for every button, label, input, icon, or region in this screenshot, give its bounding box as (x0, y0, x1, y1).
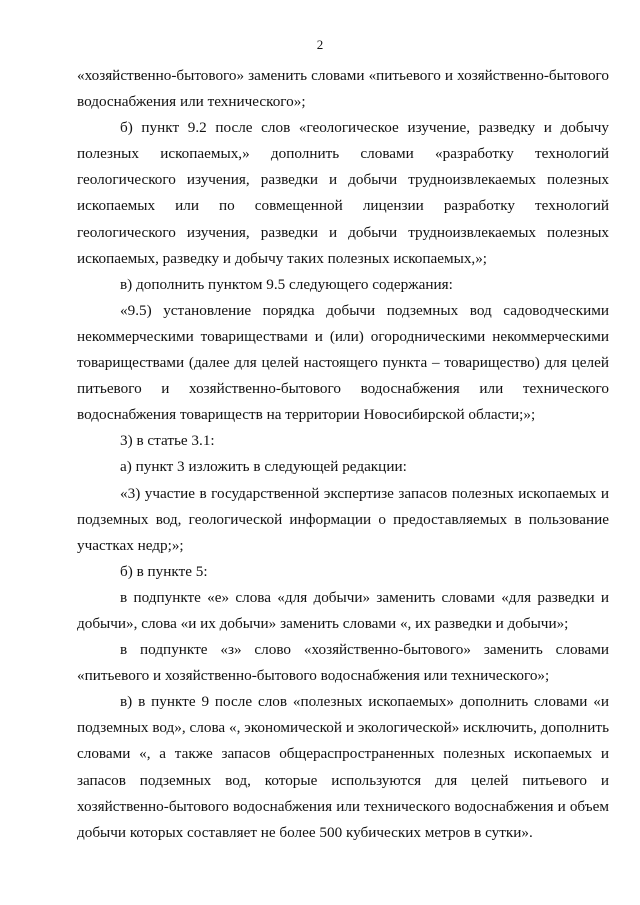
paragraph-11: в) в пункте 9 после слов «полезных ископаемых» дополнить словами «и подземных вод», слова «, экономической и экологической» исключить, дополнить словами «, а также запасов общераспространенных полезных ископаемых и запасов подземных вод, которые используются для целей питьевого и хозяйственно-бытового водоснабжения или технического водоснабжения и объем добычи которых составляет не более 500 кубических метров в сутки». (77, 693, 609, 841)
paragraph-9: в подпункте «е» слова «для добычи» заменить словами «для разведки и добычи», слова «и их добычи» заменить словами «, их разведки и добычи»; (77, 588, 609, 632)
document-body (77, 63, 609, 846)
paragraph-8: б) в пункте 5: (120, 562, 208, 580)
paragraph-7: «3) участие в государственной экспертизе запасов полезных ископаемых и подземных вод, геологической информации о предоставляемых в пользование участках недр;»; (77, 484, 609, 554)
paragraph-6: а) пункт 3 изложить в следующей редакции: (120, 458, 407, 476)
paragraph-1: «хозяйственно-бытового» заменить словами «питьевого и хозяйственно-бытового водоснабжения или технического»; (77, 67, 609, 111)
paragraph-10: в подпункте «з» слово «хозяйственно-бытового» заменить словами «питьевого и хозяйственно-бытового водоснабжения или технического»; (77, 641, 609, 685)
paragraph-2: б) пункт 9.2 после слов «геологическое изучение, разведку и добычу полезных ископаемых,» дополнить словами «разработку технологий геологического изучения, разведки и добычи трудноизвлекаемых полезных ископаемых или по совмещенной лицензии разработку технологий геологического изучения, разведки и добычи трудноизвлекаемых полезных ископаемых, разведку и добычу таких полезных ископаемых,»; (77, 119, 609, 267)
paragraph-5: 3) в статье 3.1: (120, 432, 215, 450)
page-number: 2 (316, 37, 324, 52)
paragraph-3: в) дополнить пунктом 9.5 следующего содержания: (120, 275, 453, 293)
paragraph-4: «9.5) установление порядка добычи подземных вод садоводческими некоммерческими товариществами и (или) огородническими некоммерческими товариществами (далее для целей настоящего пункта – товарищество) для целей питьевого и хозяйственно-бытового водоснабжения или технического водоснабжения товариществ на территории Новосибирской области;»; (77, 301, 609, 424)
